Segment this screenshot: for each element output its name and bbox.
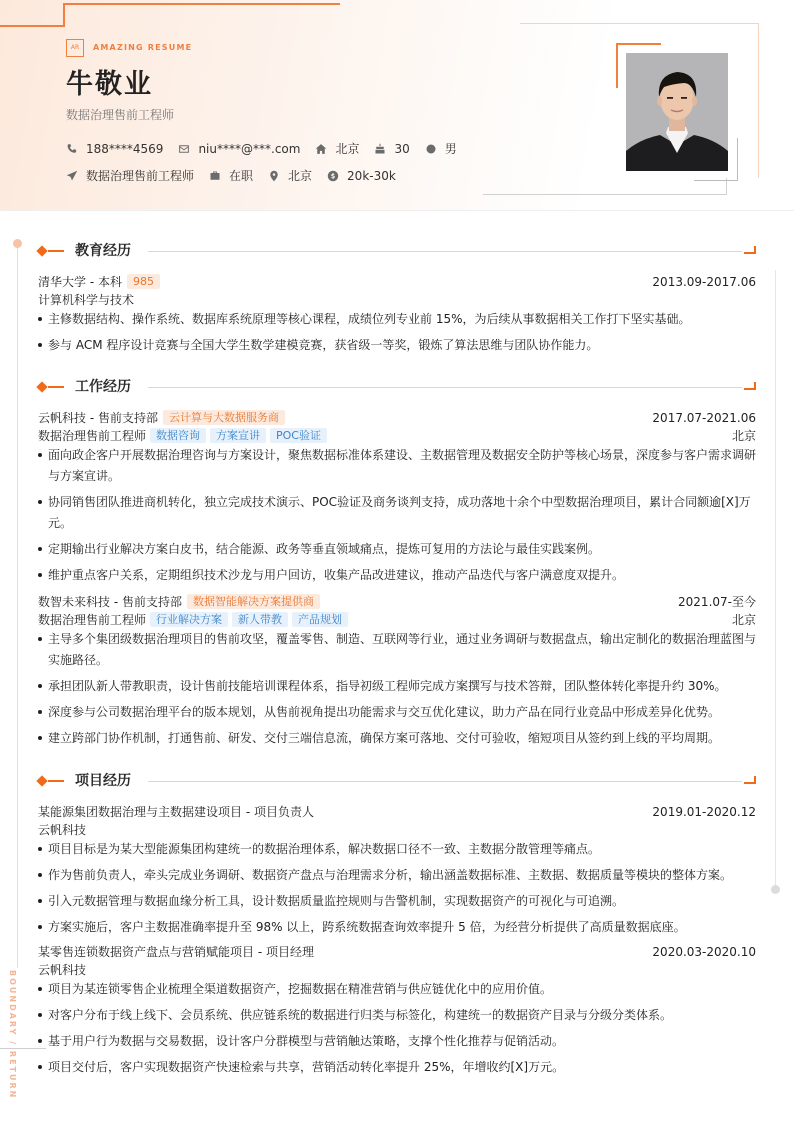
list-item: 项目为某连锁零售企业梳理全渠道数据资产，挖掘数据在精准营销与供应链优化中的应用价值。 [38, 979, 756, 1000]
logo-text: AMAZING RESUME [93, 43, 193, 52]
list-item: 维护重点客户关系，定期组织技术沙龙与用户回访，收集产品改进建议，推动产品迭代与客户满意度双提升。 [38, 565, 756, 586]
section-work-header [38, 377, 756, 397]
contact-gender [425, 140, 457, 157]
list-item: 深度参与公司数据治理平台的版本规划，从售前视角提出功能需求与交互优化建议，助力产品在同行业竞品中形成差异化优势。 [38, 702, 756, 723]
intent-status [209, 167, 253, 184]
intent-city-text: 北京 [288, 169, 313, 183]
section-education-header [38, 241, 756, 261]
diamond-icon [36, 245, 47, 256]
decor-line [775, 270, 776, 890]
job-dates: 2021.07-至今 [678, 595, 756, 609]
school-badge: 985 [127, 274, 160, 289]
contact-phone [66, 142, 163, 156]
briefcase-icon [209, 170, 221, 182]
company-name: 数智未来科技 - 售前支持部 [38, 595, 182, 609]
education-row [38, 274, 756, 290]
project-name: 某能源集团数据治理与主数据建设项目 - 项目负责人 [38, 805, 314, 819]
skill-tag: 行业解决方案 [150, 612, 228, 627]
list-item: 方案实施后，客户主数据准确率提升至 98% 以上，跨系统数据查询效率提升 5 倍，为经营分析提供了高质量数据底座。 [38, 917, 756, 938]
section-title: 工作经历 [75, 379, 131, 395]
list-item: 承担团队新人带教职责，设计售前技能培训课程体系，指导初级工程师完成方案撰写与技术答辩，团队整体转化率提升约 30%。 [38, 676, 756, 697]
list-item: 引入元数据管理与数据血缘分析工具，设计数据质量监控规则与告警机制，实现数据资产的可视化与可追溯。 [38, 891, 756, 912]
list-item: 作为售前负责人，牵头完成业务调研、数据资产盘点与治理需求分析，输出涵盖数据标准、主数据、数据质量等模块的整体方案。 [38, 865, 756, 886]
email-text: niu****@***.com [198, 141, 301, 156]
skill-tag: 方案宣讲 [210, 428, 266, 443]
decor-line [737, 138, 738, 181]
section-divider [148, 251, 742, 252]
phone-text: 188****4569 [86, 141, 164, 156]
project-name: 某零售连锁数据资产盘点与营销赋能项目 - 项目经理 [38, 945, 314, 959]
section-title: 教育经历 [75, 243, 131, 259]
diamond-icon [36, 775, 47, 786]
job-role-row [38, 612, 756, 628]
section-divider [148, 781, 742, 782]
list-item: 主修数据结构、操作系统、数据库系统原理等核心课程，成绩位列专业前 15%，为后续从事数据相关工作打下坚实基础。 [38, 309, 756, 330]
contact-age [374, 142, 409, 156]
school-name: 清华大学 - 本科 [38, 275, 122, 289]
job-bullets [38, 445, 756, 591]
job-city: 北京 [731, 613, 756, 627]
project-bullets [38, 979, 756, 1083]
skill-tag: POC验证 [270, 428, 327, 443]
project-dates: 2019.01-2020.12 [652, 805, 756, 819]
send-icon [66, 170, 78, 182]
decor-line [483, 194, 727, 195]
boundary-label: BOUNDARY / RETURN [8, 970, 17, 1100]
candidate-title: 数据治理售前工程师 [66, 108, 175, 122]
intent-row [66, 167, 411, 184]
intent-city [268, 167, 312, 184]
phone-icon [66, 143, 78, 155]
diamond-icon [36, 381, 47, 392]
list-item: 主导多个集团级数据治理项目的售前攻坚，覆盖零售、制造、互联网等行业，通过业务调研与数据盘点，输出定制化的数据治理蓝图与实施路径。 [38, 629, 756, 671]
decor-dash [48, 250, 64, 252]
skill-tag: 新人带教 [232, 612, 288, 627]
decor-line [17, 248, 18, 968]
job-header-row [38, 594, 756, 610]
corner-mark [744, 382, 756, 390]
decor-dash [48, 386, 64, 388]
intent-salary [327, 169, 396, 183]
job-role: 数据治理售前工程师 [38, 613, 147, 627]
section-divider [148, 387, 742, 388]
intent-status-text: 在职 [229, 169, 254, 183]
job-role-row [38, 428, 756, 444]
decor-line [694, 180, 738, 181]
education-major-row [38, 292, 756, 308]
job-bullets [38, 629, 756, 754]
mail-icon [178, 143, 190, 155]
project-org: 云帆科技 [38, 963, 87, 977]
industry-tag: 云计算与大数据服务商 [163, 410, 285, 425]
skill-tag: 产品规划 [292, 612, 348, 627]
decor-corner [0, 3, 65, 27]
money-icon [327, 170, 339, 182]
decor-dot [13, 239, 22, 248]
job-city: 北京 [731, 429, 756, 443]
gender-icon [425, 143, 437, 155]
age-text: 30 [394, 141, 410, 156]
project-header-row [38, 944, 756, 960]
intent-position [66, 167, 194, 184]
industry-tag: 数据智能解决方案提供商 [187, 594, 320, 609]
contact-row [66, 140, 472, 157]
contact-email [178, 142, 300, 156]
section-title: 项目经历 [75, 773, 131, 789]
list-item: 对客户分布于线上线下、会员系统、供应链系统的数据进行归类与标签化，构建统一的数据资产目录与分级分类体系。 [38, 1005, 756, 1026]
list-item: 定期输出行业解决方案白皮书，结合能源、政务等垂直领域痛点，提炼可复用的方法论与最佳实践案例。 [38, 539, 756, 560]
list-item: 协同销售团队推进商机转化，独立完成技术演示、POC验证及商务谈判支持，成功落地十余个中型数据治理项目，累计合同额逾[X]万元。 [38, 492, 756, 534]
corner-mark [744, 776, 756, 784]
list-item: 基于用户行为数据与交易数据，设计客户分群模型与营销触达策略，支撑个性化推荐与促销活动。 [38, 1031, 756, 1052]
intent-salary-text: 20k-30k [347, 168, 396, 183]
job-dates: 2017.07-2021.06 [652, 411, 756, 425]
job-role: 数据治理售前工程师 [38, 429, 147, 443]
project-org-row [38, 962, 756, 978]
gender-text: 男 [444, 142, 457, 156]
education-dates: 2013.09-2017.06 [652, 275, 756, 289]
major-name: 计算机科学与技术 [38, 293, 135, 307]
contact-city [315, 140, 359, 157]
city-text: 北京 [335, 142, 360, 156]
resume-header [0, 0, 794, 211]
location-icon [268, 170, 280, 182]
profile-photo [626, 53, 728, 171]
list-item: 项目目标是为某大型能源集团构建统一的数据治理体系，解决数据口径不一致、主数据分散管理等痛点。 [38, 839, 756, 860]
project-bullets [38, 839, 756, 943]
decor-line [64, 3, 340, 5]
list-item: 建立跨部门协作机制，打通售前、研发、交付三端信息流，确保方案可落地、交付可验收，缩短项目从签约到上线的平均周期。 [38, 728, 756, 749]
education-bullets [38, 309, 756, 361]
list-item: 项目交付后，客户实现数据资产快速检索与共享，营销活动转化率提升 25%，年增收约[X]万元。 [38, 1057, 756, 1078]
section-projects-header [38, 771, 756, 791]
list-item: 参与 ACM 程序设计竞赛与全国大学生数学建模竞赛，获省级一等奖，锻炼了算法思维与团队协作能力。 [38, 335, 756, 356]
decor-dot [771, 885, 780, 894]
project-dates: 2020.03-2020.10 [652, 945, 756, 959]
cake-icon [374, 143, 386, 155]
intent-position-text: 数据治理售前工程师 [86, 169, 195, 183]
company-name: 云帆科技 - 售前支持部 [38, 411, 158, 425]
logo-mark: AR [66, 39, 84, 57]
project-header-row [38, 804, 756, 820]
project-org-row [38, 822, 756, 838]
skill-tag: 数据咨询 [150, 428, 206, 443]
project-org: 云帆科技 [38, 823, 87, 837]
job-header-row [38, 410, 756, 426]
decor-dash [48, 780, 64, 782]
candidate-name: 牛敬业 [66, 69, 153, 100]
list-item: 面向政企客户开展数据治理咨询与方案设计，聚焦数据标准体系建设、主数据管理及数据安全防护等核心场景，深度参与客户需求调研与方案宣讲。 [38, 445, 756, 487]
corner-mark [744, 246, 756, 254]
home-icon [315, 143, 327, 155]
